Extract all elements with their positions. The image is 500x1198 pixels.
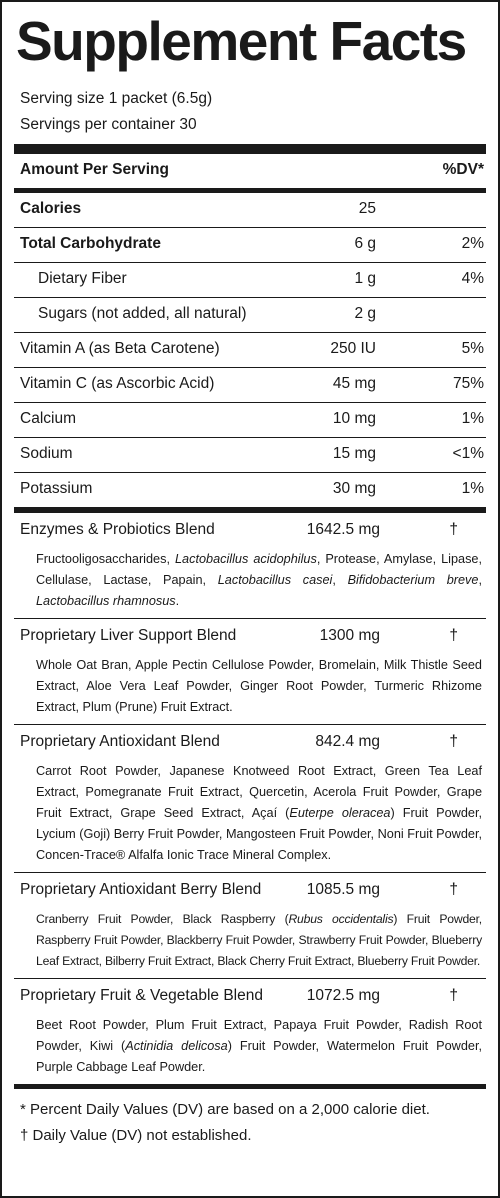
nutrient-amount: 1 g: [354, 270, 376, 287]
blend-section: [14, 978, 486, 1084]
blend-section: [14, 618, 486, 724]
blend-amount: 842.4 mg: [315, 733, 380, 750]
blend-amount: 1642.5 mg: [306, 521, 380, 538]
nutrient-row: [14, 472, 486, 507]
blend-ingredients: [14, 545, 486, 614]
blend-header: [14, 979, 486, 1011]
dv-header-label: %DV*: [442, 161, 484, 178]
blend-ingredients: [14, 1011, 486, 1080]
blend-list: [2, 512, 498, 1084]
nutrient-name: Sodium: [20, 445, 73, 462]
blend-amount: 1072.5 mg: [306, 987, 380, 1004]
nutrient-amount: 30 mg: [332, 480, 376, 497]
nutrient-dv: 1%: [461, 480, 484, 497]
nutrient-row: [14, 437, 486, 472]
blend-header: [14, 619, 486, 651]
blend-dv: †: [449, 627, 458, 644]
ingredient-text: Whole Oat Bran, Apple Pectin Cellulose Powder, Bromelain, Milk Thistle Seed Extract, Aloe Vera Leaf Powder, Ginger Root Powder, Turmeric Rhizome Extract, Plum (Prune) Fruit Extract.: [36, 658, 482, 714]
nutrient-amount: 45 mg: [332, 375, 376, 392]
nutrient-dv: <1%: [452, 445, 484, 462]
nutrient-name: Sugars (not added, all natural): [38, 305, 247, 322]
blend-dv: †: [449, 521, 458, 538]
blend-section: [14, 512, 486, 618]
label-title: Supplement Facts: [16, 10, 466, 72]
blend-header: [14, 725, 486, 757]
nutrient-name: Dietary Fiber: [38, 270, 127, 287]
ingredient-latin-name: Lactobacillus rhamnosus: [36, 594, 176, 608]
ingredient-text: .: [175, 594, 180, 608]
blend-ingredients: [14, 757, 486, 868]
nutrient-amount: 2 g: [354, 305, 376, 322]
ingredient-text: ) Fruit Powder, Lycium (Goji) Berry Fruit Powder, Mangosteen Fruit Powder, Noni Fruit Powder, Concen-Trace® Alfalfa Ionic Trace Mineral Complex.: [36, 806, 482, 862]
nutrient-row: [14, 402, 486, 437]
nutrient-dv: 2%: [461, 235, 484, 252]
ingredient-text: Cranberry Fruit Powder, Black Raspberry (: [36, 912, 289, 926]
blend-name: Enzymes & Probiotics Blend: [20, 521, 215, 538]
ingredient-text: ) Fruit Powder, Watermelon Fruit Powder, Purple Cabbage Leaf Powder.: [36, 1039, 482, 1074]
blend-name: Proprietary Antioxidant Berry Blend: [20, 881, 262, 898]
blend-ingredients: [14, 651, 486, 720]
amount-header-row: [14, 154, 486, 188]
servings-per-container: Servings per container 30: [20, 116, 197, 133]
nutrient-row: [14, 262, 486, 297]
nutrient-row: [14, 332, 486, 367]
nutrient-dv: 1%: [461, 410, 484, 427]
nutrient-dv: 5%: [461, 340, 484, 357]
blend-dv: †: [449, 733, 458, 750]
amount-per-serving-label: Amount Per Serving: [20, 161, 169, 178]
footnote-dv: * Percent Daily Values (DV) are based on a 2,000 calorie diet.: [20, 1101, 430, 1118]
ingredient-latin-name: Lactobacillus acidophilus: [174, 552, 317, 566]
ingredient-text: Carrot Root Powder, Japanese Knotweed Root Extract, Green Tea Leaf Extract, Pomegranate Fruit Extract, Quercetin, Acerola Fruit Powder, Grape Fruit Extract, Grape Seed Extract, Açaí (: [36, 764, 482, 820]
ingredient-text: ,: [332, 573, 348, 587]
blend-section: [14, 724, 486, 872]
blend-dv: †: [449, 881, 458, 898]
nutrient-amount: 250 IU: [330, 340, 376, 357]
blend-ingredients: [14, 905, 486, 974]
blend-name: Proprietary Antioxidant Blend: [20, 733, 220, 750]
blend-header: [14, 873, 486, 905]
ingredient-text: ) Fruit Powder, Raspberry Fruit Powder, Blackberry Fruit Powder, Strawberry Fruit Powder, Blueberry Leaf Extract, Bilberry Fruit Extract, Black Cherry Fruit Extract, Blueberry Fruit Powder.: [36, 912, 482, 968]
nutrient-dv: 75%: [452, 375, 484, 392]
blend-section: [14, 872, 486, 978]
nutrient-table: [2, 193, 498, 507]
footnotes: [14, 1089, 486, 1149]
ingredient-latin-name: Bifidobacterium breve: [347, 573, 479, 587]
ingredient-latin-name: Rubus occidentalis: [288, 912, 394, 926]
ingredient-text: , Protease, Amylase, Lipase, Cellulase, Lactase, Papain,: [36, 552, 483, 587]
nutrient-row: [14, 193, 486, 227]
ingredient-text: Fructooligosaccharides,: [36, 552, 175, 566]
nutrient-amount: 25: [358, 200, 376, 217]
nutrient-row: [14, 367, 486, 402]
ingredient-text: ,: [478, 573, 482, 587]
nutrient-amount: 10 mg: [332, 410, 376, 427]
nutrient-amount: 15 mg: [332, 445, 376, 462]
ingredient-latin-name: Lactobacillus casei: [217, 573, 333, 587]
nutrient-name: Vitamin C (as Ascorbic Acid): [20, 375, 215, 392]
serving-size: Serving size 1 packet (6.5g): [20, 90, 213, 107]
blend-amount: 1300 mg: [319, 627, 380, 644]
nutrient-name: Total Carbohydrate: [20, 235, 161, 252]
thick-divider: [14, 144, 486, 154]
nutrient-row: [14, 297, 486, 332]
blend-dv: †: [449, 987, 458, 1004]
nutrient-name: Calories: [20, 200, 82, 217]
blend-name: Proprietary Fruit & Vegetable Blend: [20, 987, 263, 1004]
nutrient-dv: 4%: [461, 270, 484, 287]
footnote-dagger: † Daily Value (DV) not established.: [20, 1127, 252, 1144]
ingredient-latin-name: Actinidia delicosa: [125, 1039, 228, 1053]
blend-amount: 1085.5 mg: [306, 881, 380, 898]
nutrient-name: Potassium: [20, 480, 93, 497]
nutrient-name: Calcium: [20, 410, 76, 427]
nutrient-row: [14, 227, 486, 262]
ingredient-text: Beet Root Powder, Plum Fruit Extract, Papaya Fruit Powder, Radish Root Powder, Kiwi (: [36, 1018, 482, 1053]
blend-header: [14, 513, 486, 545]
nutrient-amount: 6 g: [354, 235, 376, 252]
nutrient-name: Vitamin A (as Beta Carotene): [20, 340, 220, 357]
blend-name: Proprietary Liver Support Blend: [20, 627, 237, 644]
ingredient-latin-name: Euterpe oleracea: [289, 806, 391, 820]
